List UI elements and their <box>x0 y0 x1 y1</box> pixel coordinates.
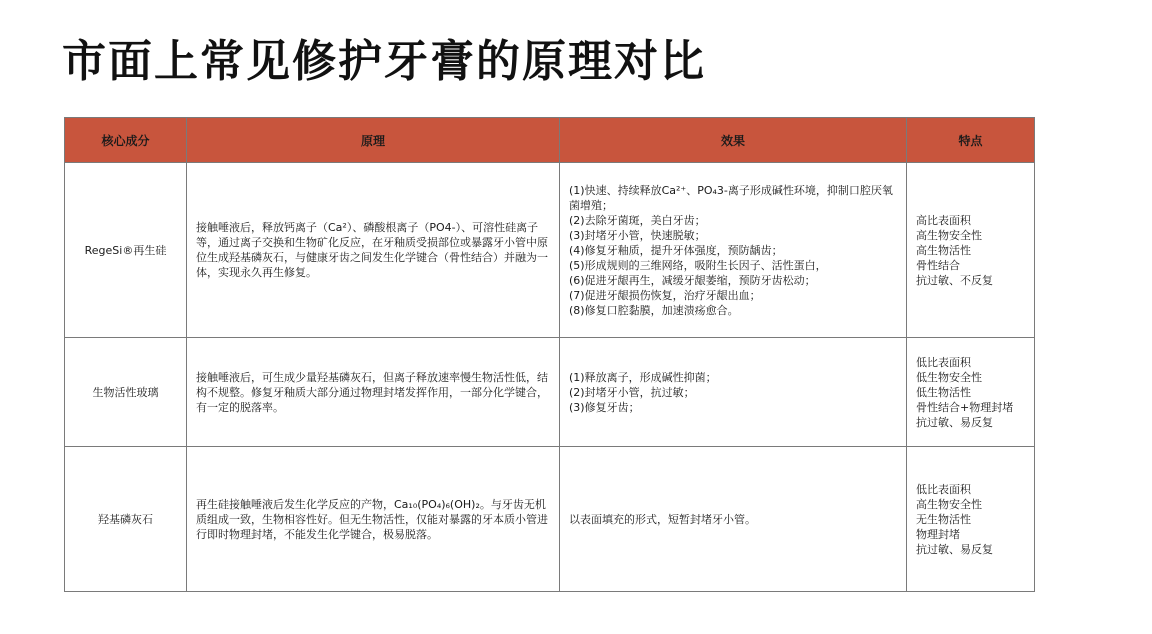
table-row <box>65 447 1035 592</box>
ingredient-name: RegeSi®再生硅 <box>65 163 187 338</box>
table-header-row <box>65 118 1035 163</box>
ingredient-name: 生物活性玻璃 <box>65 338 187 447</box>
effect-item: (2)去除牙菌斑，美白牙齿； <box>569 213 706 227</box>
feature-item: 低比表面积 <box>916 355 971 369</box>
feature-item: 骨性结合+物理封堵 <box>916 400 1014 414</box>
header-ingredient: 核心成分 <box>65 118 187 163</box>
effect-list <box>560 338 907 447</box>
effect-item: (4)修复牙釉质，提升牙体强度，预防龋齿； <box>569 243 783 257</box>
header-principle: 原理 <box>187 118 560 163</box>
effect-item: 以表面填充的形式，短暂封堵牙小管。 <box>569 512 756 526</box>
feature-item: 高比表面积 <box>916 213 971 227</box>
effect-item: (1)释放离子，形成碱性抑菌； <box>569 370 717 384</box>
effect-item: (8)修复口腔黏膜，加速溃疡愈合。 <box>569 303 739 317</box>
header-effect: 效果 <box>560 118 907 163</box>
effect-item: (7)促进牙龈损伤恢复，治疗牙龈出血； <box>569 288 761 302</box>
feature-item: 高生物安全性 <box>916 497 982 511</box>
feature-list <box>907 163 1035 338</box>
feature-item: 高生物活性 <box>916 243 971 257</box>
principle-paragraph: 接触唾液后，可生成少量羟基磷灰石，但离子释放速率慢生物活性低，结构不规整。修复牙釉质大部分通过物理封堵发挥作用，一部分化学键合，有一定的脱落率。 <box>196 370 548 414</box>
feature-item: 物理封堵 <box>916 527 960 541</box>
feature-item: 抗过敏、易反复 <box>916 542 993 556</box>
feature-item: 无生物活性 <box>916 512 971 526</box>
feature-item: 抗过敏、不反复 <box>916 273 993 287</box>
feature-list <box>907 338 1035 447</box>
ingredient-name: 羟基磷灰石 <box>65 447 187 592</box>
effect-item: (5)形成规则的三维网络，吸附生长因子、活性蛋白， <box>569 258 827 272</box>
feature-item: 低生物活性 <box>916 385 971 399</box>
feature-item: 骨性结合 <box>916 258 960 272</box>
feature-item: 低比表面积 <box>916 482 971 496</box>
effect-item: (1)快速、持续释放Ca²⁺、PO₄3-离子形成碱性环境，抑制口腔厌氧菌增殖； <box>569 183 893 212</box>
page-title: 市面上常见修护牙膏的原理对比 <box>62 36 706 87</box>
table-row <box>65 163 1035 338</box>
effect-list <box>560 163 907 338</box>
principle-paragraph: 再生硅接触唾液后发生化学反应的产物，Ca₁₀(PO₄)₆(OH)₂。与牙齿无机质组成一致，生物相容性好。但无生物活性，仅能对暴露的牙本质小管进行即时物理封堵，不能发生化学键合，极易脱落。 <box>196 497 548 541</box>
table-row <box>65 338 1035 447</box>
comparison-table <box>64 117 1035 592</box>
feature-item: 低生物安全性 <box>916 370 982 384</box>
effect-item: (3)修复牙齿； <box>569 400 640 414</box>
feature-item: 高生物安全性 <box>916 228 982 242</box>
effect-item: (6)促进牙龈再生，减缓牙龈萎缩，预防牙齿松动； <box>569 273 816 287</box>
effect-item: (2)封堵牙小管，抗过敏； <box>569 385 695 399</box>
header-features: 特点 <box>907 118 1035 163</box>
feature-list <box>907 447 1035 592</box>
effect-list <box>560 447 907 592</box>
principle-text <box>187 338 560 447</box>
principle-text <box>187 447 560 592</box>
principle-text <box>187 163 560 338</box>
effect-item: (3)封堵牙小管，快速脱敏； <box>569 228 706 242</box>
principle-paragraph: 接触唾液后，释放钙离子（Ca²）、磷酸根离子（PO4-）、可溶性硅离子等，通过离子交换和生物矿化反应，在牙釉质受损部位或暴露牙小管中原位生成羟基磷灰石，与健康牙齿之间发生化学键合（骨性结合）并融为一体，实现永久再生修复。 <box>196 221 548 279</box>
feature-item: 抗过敏、易反复 <box>916 415 993 429</box>
